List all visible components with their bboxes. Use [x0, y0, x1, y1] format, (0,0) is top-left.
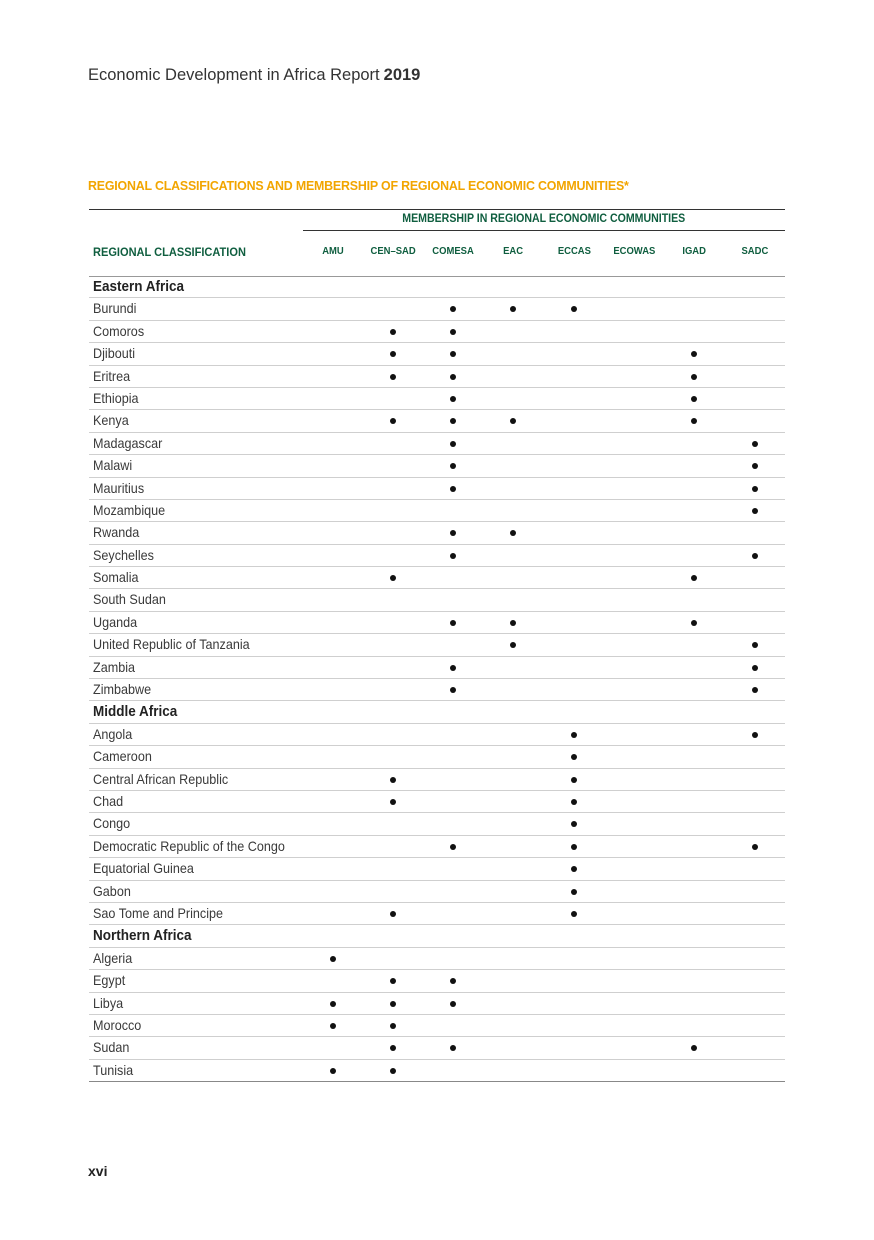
member-dot-eccas	[571, 306, 577, 312]
table-row	[89, 522, 785, 544]
region-row	[89, 276, 785, 298]
member-dot-comesa	[450, 687, 456, 693]
country-name: Zambia	[93, 658, 136, 675]
region-name: Eastern Africa	[93, 278, 185, 295]
member-dot-cen-sad	[390, 374, 396, 380]
member-dot-comesa	[450, 844, 456, 850]
column-header-row	[89, 231, 785, 277]
member-dot-cen-sad	[390, 1068, 396, 1074]
country-name: Burundi	[93, 300, 137, 317]
member-dot-amu	[330, 1001, 336, 1007]
country-name: Kenya	[93, 412, 129, 429]
country-name: Morocco	[93, 1016, 142, 1033]
country-name: Libya	[93, 994, 124, 1011]
column-header-eccas	[544, 245, 604, 257]
country-name: Rwanda	[93, 524, 140, 541]
country-name: Zimbabwe	[93, 681, 152, 698]
member-dot-comesa	[450, 329, 456, 335]
column-header-label: EAC	[503, 245, 523, 257]
member-dot-igad	[691, 1045, 697, 1051]
country-name: Algeria	[93, 949, 133, 966]
table-row	[89, 813, 785, 835]
table-row	[89, 1015, 785, 1037]
member-dot-comesa	[450, 441, 456, 447]
column-header-label: ECOWAS	[612, 245, 655, 257]
country-name: Gabon	[93, 882, 131, 899]
country-name: Malawi	[93, 457, 133, 474]
member-dot-eccas	[571, 866, 577, 872]
table-row	[89, 1037, 785, 1059]
country-name: Djibouti	[93, 345, 136, 362]
member-dot-comesa	[450, 463, 456, 469]
member-dot-sadc	[752, 553, 758, 559]
column-header-sadc	[725, 245, 785, 257]
table-row	[89, 993, 785, 1015]
member-dot-cen-sad	[390, 329, 396, 335]
table-row	[89, 478, 785, 500]
country-name: Seychelles	[93, 546, 154, 563]
country-name: Angola	[93, 725, 133, 742]
member-dot-cen-sad	[390, 777, 396, 783]
member-dot-cen-sad	[390, 911, 396, 917]
report-year: 2019	[383, 66, 421, 84]
country-name: Comoros	[93, 322, 145, 339]
country-name: Egypt	[93, 972, 126, 989]
member-dot-comesa	[450, 620, 456, 626]
member-dot-amu	[330, 956, 336, 962]
member-dot-comesa	[450, 306, 456, 312]
table-row	[89, 679, 785, 701]
member-dot-comesa	[450, 978, 456, 984]
member-dot-comesa	[450, 396, 456, 402]
table-row	[89, 343, 785, 365]
table-row	[89, 791, 785, 813]
member-dot-comesa	[450, 1045, 456, 1051]
member-dot-sadc	[752, 665, 758, 671]
country-name: Tunisia	[93, 1061, 134, 1078]
member-dot-cen-sad	[390, 978, 396, 984]
table-row	[89, 858, 785, 880]
table-row	[89, 836, 785, 858]
member-dot-sadc	[752, 844, 758, 850]
table-row	[89, 455, 785, 477]
member-dot-cen-sad	[390, 1001, 396, 1007]
member-dot-igad	[691, 396, 697, 402]
member-dot-sadc	[752, 732, 758, 738]
column-header-ecowas	[604, 245, 664, 257]
country-name: Madagascar	[93, 434, 163, 451]
country-name: Mozambique	[93, 501, 166, 518]
table-row	[89, 948, 785, 970]
table-row	[89, 433, 785, 455]
table-title: REGIONAL CLASSIFICATIONS AND MEMBERSHIP OF REGIONAL ECONOMIC COMMUNITIES*	[88, 178, 629, 193]
member-dot-eccas	[571, 821, 577, 827]
table-row	[89, 769, 785, 791]
column-header-comesa	[423, 245, 483, 257]
country-name: United Republic of Tanzania	[93, 636, 250, 653]
country-name: Congo	[93, 815, 131, 832]
member-dot-eccas	[571, 754, 577, 760]
member-dot-comesa	[450, 1001, 456, 1007]
column-header-label: ECCAS	[557, 245, 591, 257]
member-dot-cen-sad	[390, 799, 396, 805]
column-header-eac	[483, 245, 543, 257]
member-dot-cen-sad	[390, 351, 396, 357]
table-row	[89, 321, 785, 343]
table-row	[89, 545, 785, 567]
country-name: Central African Republic	[93, 770, 229, 787]
country-name: Sao Tome and Principe	[93, 904, 224, 921]
region-row	[89, 925, 785, 947]
member-dot-eac	[510, 530, 516, 536]
classification-header: REGIONAL CLASSIFICATION	[93, 245, 246, 259]
member-dot-eac	[510, 418, 516, 424]
country-name: Somalia	[93, 569, 139, 586]
member-dot-eccas	[571, 732, 577, 738]
column-header-cen-sad	[363, 245, 423, 257]
member-dot-eccas	[571, 911, 577, 917]
country-name: South Sudan	[93, 591, 166, 608]
table-row	[89, 903, 785, 925]
member-dot-comesa	[450, 665, 456, 671]
member-dot-sadc	[752, 486, 758, 492]
table-row	[89, 500, 785, 522]
table-row	[89, 612, 785, 634]
member-dot-comesa	[450, 486, 456, 492]
country-name: Eritrea	[93, 367, 131, 384]
member-dot-sadc	[752, 441, 758, 447]
member-dot-eac	[510, 642, 516, 648]
column-header-igad	[664, 245, 724, 257]
column-header-label: COMESA	[432, 245, 474, 257]
member-dot-igad	[691, 575, 697, 581]
column-header-label: AMU	[322, 245, 344, 257]
country-name: Equatorial Guinea	[93, 860, 194, 877]
membership-group-header	[303, 209, 785, 231]
table-row	[89, 298, 785, 320]
column-header-label: IGAD	[682, 245, 706, 257]
member-dot-eccas	[571, 844, 577, 850]
member-dot-eccas	[571, 799, 577, 805]
member-dot-amu	[330, 1068, 336, 1074]
member-dot-igad	[691, 418, 697, 424]
member-dot-igad	[691, 374, 697, 380]
table-body	[89, 276, 785, 1082]
member-dot-cen-sad	[390, 1045, 396, 1051]
country-name: Sudan	[93, 1039, 130, 1056]
member-dot-comesa	[450, 374, 456, 380]
member-dot-sadc	[752, 642, 758, 648]
table-row	[89, 410, 785, 432]
report-header	[88, 66, 420, 85]
region-name: Middle Africa	[93, 703, 178, 721]
member-dot-sadc	[752, 463, 758, 469]
region-name: Northern Africa	[93, 927, 192, 945]
country-name: Democratic Republic of the Congo	[93, 837, 285, 854]
country-name: Chad	[93, 792, 124, 809]
member-dot-comesa	[450, 351, 456, 357]
table-row	[89, 724, 785, 746]
page-number: xvi	[88, 1163, 108, 1179]
member-dot-sadc	[752, 508, 758, 514]
table-row	[89, 970, 785, 992]
country-name: Cameroon	[93, 748, 152, 765]
table-row	[89, 567, 785, 589]
country-name: Ethiopia	[93, 389, 139, 406]
member-dot-cen-sad	[390, 575, 396, 581]
member-dot-eccas	[571, 777, 577, 783]
report-title: Economic Development in Africa Report	[88, 66, 380, 84]
table-row	[89, 589, 785, 611]
member-dot-igad	[691, 620, 697, 626]
table-row	[89, 1060, 785, 1082]
table-row	[89, 881, 785, 903]
member-dot-comesa	[450, 418, 456, 424]
column-header-amu	[303, 245, 363, 257]
member-dot-sadc	[752, 687, 758, 693]
member-dot-comesa	[450, 553, 456, 559]
country-name: Uganda	[93, 613, 138, 630]
member-dot-eccas	[571, 889, 577, 895]
member-dot-cen-sad	[390, 418, 396, 424]
member-dot-eac	[510, 306, 516, 312]
member-dot-comesa	[450, 530, 456, 536]
region-row	[89, 701, 785, 723]
country-name: Mauritius	[93, 479, 145, 496]
member-dot-igad	[691, 351, 697, 357]
table-row	[89, 746, 785, 768]
table-row	[89, 657, 785, 679]
table-row	[89, 634, 785, 656]
member-dot-eac	[510, 620, 516, 626]
column-header-label: CEN–SAD	[370, 245, 416, 257]
membership-header-label: MEMBERSHIP IN REGIONAL ECONOMIC COMMUNITIES	[402, 213, 686, 225]
member-dot-amu	[330, 1023, 336, 1029]
column-header-label: SADC	[741, 245, 769, 257]
table-row	[89, 388, 785, 410]
table-row	[89, 366, 785, 388]
member-dot-cen-sad	[390, 1023, 396, 1029]
